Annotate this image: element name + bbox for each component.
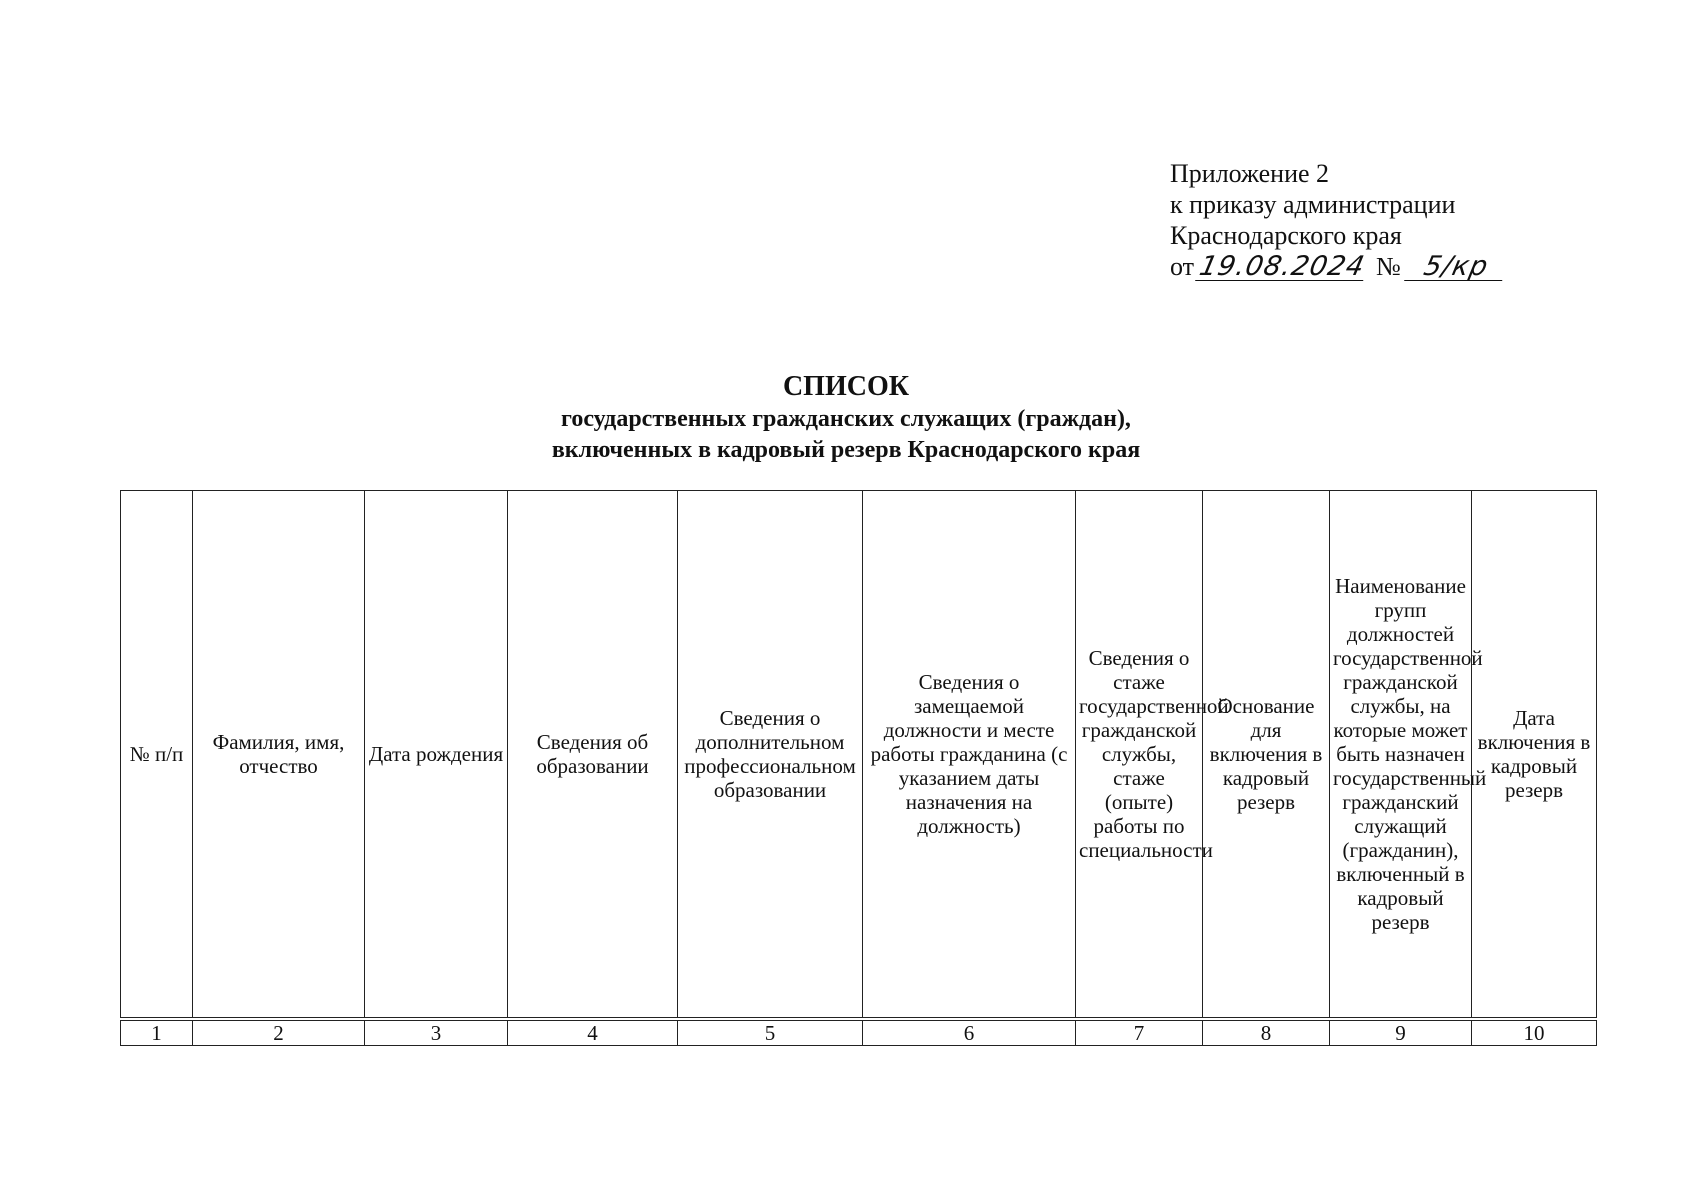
appendix-title: Приложение 2: [1170, 159, 1330, 188]
appendix-date-line: [1170, 251, 1505, 282]
header-cell-birth-date: Дата рождения: [365, 491, 508, 1020]
header-cell-position-groups: Наименование групп должностей государственной гражданской службы, на которые может быть назначен государственный гражданский служащий (гражданин), включенный в кадровый резерв: [1330, 491, 1472, 1020]
header-cell-number: № п/п: [121, 491, 193, 1020]
column-number-cell: 8: [1203, 1019, 1330, 1046]
column-number-cell: 10: [1472, 1019, 1597, 1046]
column-number-cell: 2: [193, 1019, 365, 1046]
header-cell-full-name: Фамилия, имя, отчество: [193, 491, 365, 1020]
column-number-cell: 1: [121, 1019, 193, 1046]
title-main: СПИСОК: [782, 371, 910, 402]
column-number-cell: 9: [1330, 1019, 1472, 1046]
header-cell-position: Сведения о замещаемой должности и месте работы гражданина (с указанием даты назначения на должность): [863, 491, 1076, 1020]
appendix-region-line: Краснодарского края: [1170, 221, 1402, 250]
column-number-cell: 7: [1076, 1019, 1203, 1046]
reserve-table: [120, 490, 1597, 1046]
column-number-cell: 3: [365, 1019, 508, 1046]
header-cell-experience: Сведения о стаже государственной гражданской службы, стаже (опыте) работы по специальности: [1076, 491, 1203, 1020]
column-number-cell: 4: [508, 1019, 678, 1046]
appendix-order-line: к приказу администрации: [1170, 190, 1456, 219]
column-number-cell: 6: [863, 1019, 1076, 1046]
handwritten-number: 5/кр: [1404, 254, 1508, 281]
header-cell-basis: Основание для включения в кадровый резерв: [1203, 491, 1330, 1020]
column-number-row: [121, 1019, 1597, 1046]
title-line-3: включенных в кадровый резерв Краснодарского края: [551, 437, 1141, 463]
header-cell-inclusion-date: Дата включения в кадровый резерв: [1472, 491, 1597, 1020]
header-cell-additional-education: Сведения о дополнительном профессиональном образовании: [678, 491, 863, 1020]
table-header-row: [121, 491, 1597, 1020]
title-line-2: государственных гражданских служащих (граждан),: [561, 406, 1131, 432]
column-number-cell: 5: [678, 1019, 863, 1046]
handwritten-date: 19.08.2024: [1196, 251, 1368, 282]
header-cell-education: Сведения об образовании: [508, 491, 678, 1020]
appendix-block: [1170, 158, 1505, 282]
document-title: [0, 370, 1692, 466]
number-sign: №: [1376, 252, 1401, 281]
date-prefix: от: [1170, 252, 1195, 281]
